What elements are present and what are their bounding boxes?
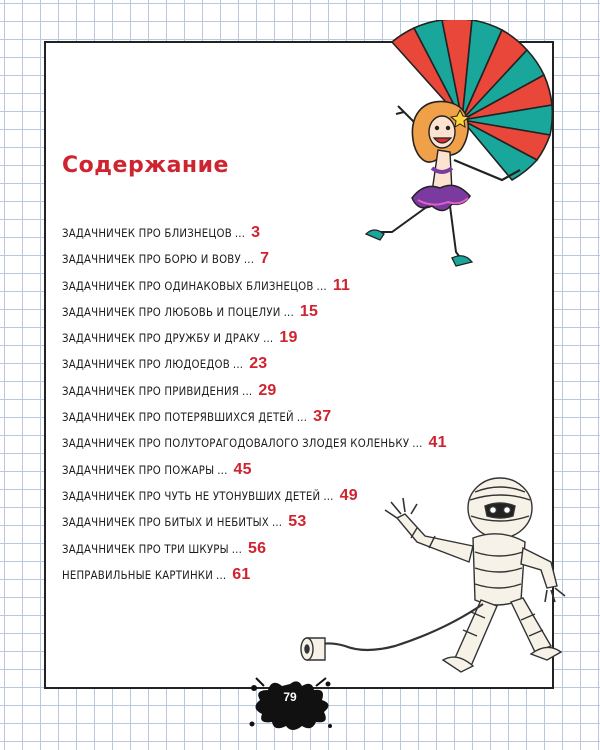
toc-item-dots: ... (263, 332, 274, 346)
toc-item-label: ЗАДАЧНИЧЕК ПРО ДРУЖБУ И ДРАКУ (62, 332, 261, 346)
toc-item-label: ЗАДАЧНИЧЕК ПРО ОДИНАКОВЫХ БЛИЗНЕЦОВ (62, 279, 314, 293)
toc-item[interactable] (62, 299, 447, 325)
page-number: 79 (283, 690, 297, 704)
toc-item-page: 45 (233, 460, 252, 478)
toc-item-dots: ... (217, 463, 228, 477)
toc-item[interactable] (62, 430, 447, 456)
toc-item-label: ЗАДАЧНИЧЕК ПРО ЛЮДОЕДОВ (62, 358, 230, 372)
toc-item-page: 7 (260, 250, 270, 268)
toc-item[interactable] (62, 404, 447, 430)
toc-item-page: 37 (313, 408, 332, 426)
toc-item-page: 41 (428, 434, 447, 452)
toc-item-label: ЗАДАЧНИЧЕК ПРО ПОЛУТОРАГОДОВАЛОГО ЗЛОДЕЯ КОЛЕНЬКУ (62, 437, 410, 451)
toc-item-page: 11 (332, 276, 351, 294)
toc-item-page: 29 (258, 381, 277, 399)
toc-item-dots: ... (231, 542, 243, 556)
toc-item-page: 49 (339, 486, 358, 504)
toc-item[interactable] (62, 325, 447, 351)
toc-item-dots: ... (271, 516, 283, 530)
toc-item-dots: ... (296, 411, 308, 425)
toc-item-page: 19 (279, 329, 298, 347)
toc-item-dots: ... (216, 568, 227, 582)
toc-item-label: ЗАДАЧНИЧЕК ПРО ПОТЕРЯВШИХСЯ ДЕТЕЙ (62, 411, 294, 425)
toc-item-dots: ... (234, 227, 246, 240)
toc-item-page: 15 (299, 302, 319, 320)
toc-item-dots: ... (283, 305, 294, 319)
toc-item-page: 3 (251, 224, 261, 241)
toc-item-page: 61 (232, 565, 251, 583)
toc-item-label: ЗАДАЧНИЧЕК ПРО ЧУТЬ НЕ УТОНУВШИХ ДЕТЕЙ (62, 489, 321, 503)
toc-item-page: 53 (288, 513, 307, 531)
toc-item-page: 23 (249, 355, 268, 373)
toc-item-label: ЗАДАЧНИЧЕК ПРО БЛИЗНЕЦОВ (62, 227, 232, 240)
toc-item-dots: ... (316, 279, 327, 293)
toc-item-label: ЗАДАЧНИЧЕК ПРО ЛЮБОВЬ И ПОЦЕЛУИ (62, 305, 281, 319)
toc-item[interactable] (62, 273, 447, 299)
page-title: Содержание (62, 153, 229, 178)
toc-item-label: ЗАДАЧНИЧЕК ПРО ПОЖАРЫ (62, 463, 215, 477)
toc-item[interactable] (62, 351, 447, 377)
dancer-illustration-icon (352, 20, 562, 270)
toc-item-dots: ... (323, 489, 334, 503)
toc-item-page: 56 (248, 539, 267, 557)
ink-splat-icon (246, 674, 334, 734)
mummy-illustration-icon (285, 470, 575, 680)
toc-item-label: ЗАДАЧНИЧЕК ПРО ПРИВИДЕНИЯ (62, 384, 240, 398)
toc-item-label: ЗАДАЧНИЧЕК ПРО БОРЮ И ВОВУ (62, 253, 241, 267)
toc-item-dots: ... (243, 253, 255, 267)
toc-item-dots: ... (412, 437, 423, 451)
toc-item-dots: ... (242, 384, 253, 398)
toc-item-label: ЗАДАЧНИЧЕК ПРО ТРИ ШКУРЫ (62, 542, 229, 556)
toc-item-label: НЕПРАВИЛЬНЫЕ КАРТИНКИ (62, 568, 214, 582)
toc-item[interactable] (62, 378, 447, 404)
toc-item-dots: ... (232, 358, 244, 372)
toc-item-label: ЗАДАЧНИЧЕК ПРО БИТЫХ И НЕБИТЫХ (62, 516, 269, 530)
